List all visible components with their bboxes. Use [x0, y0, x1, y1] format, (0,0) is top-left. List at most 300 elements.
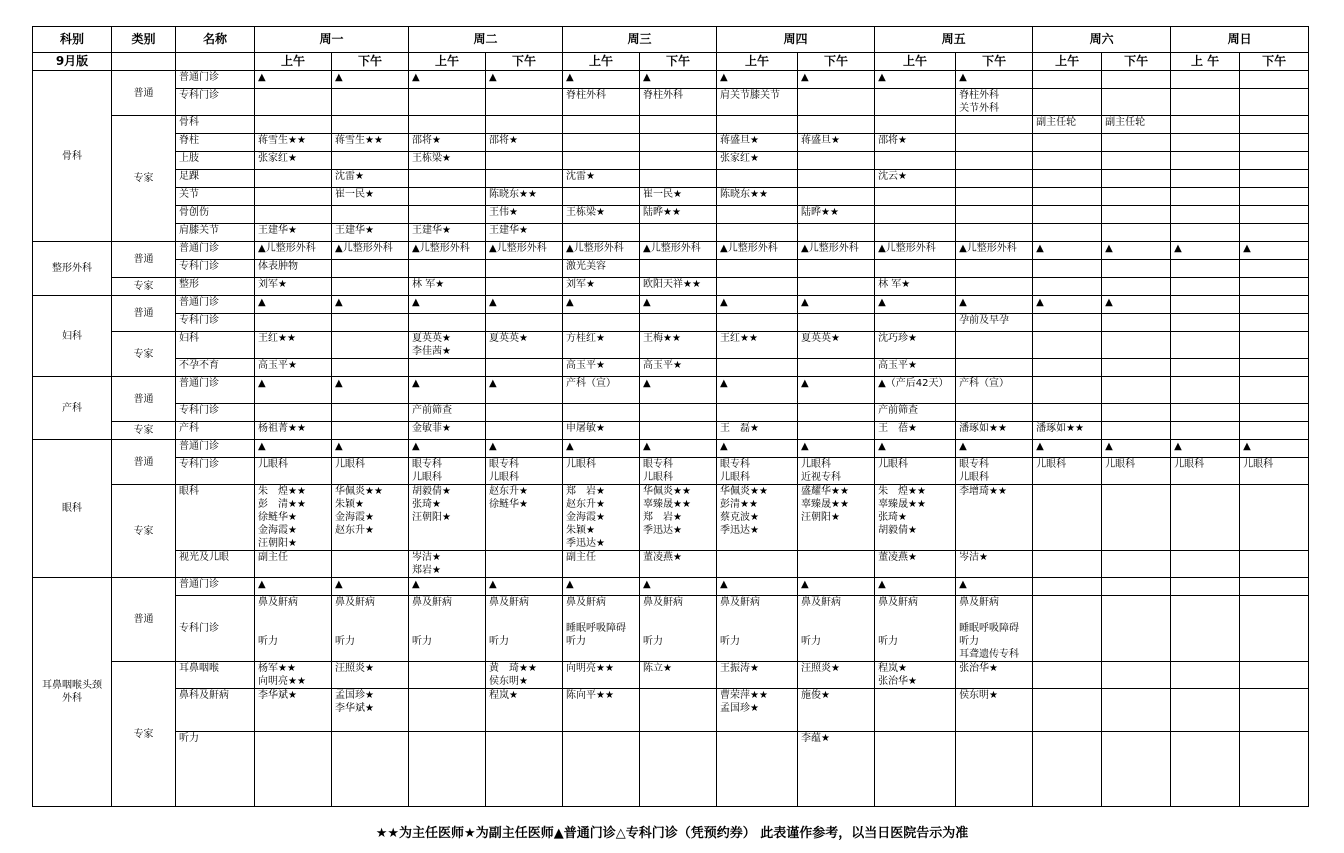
schedule-cell: 脊柱外科 [563, 89, 640, 116]
schedule-cell [798, 422, 875, 440]
schedule-cell [640, 404, 717, 422]
schedule-cell [1240, 296, 1309, 314]
schedule-cell [255, 206, 332, 224]
schedule-cell [332, 116, 409, 134]
schedule-cell: 儿眼科 [1102, 458, 1171, 485]
schedule-cell [717, 260, 798, 278]
schedule-cell [1240, 260, 1309, 278]
schedule-cell [255, 89, 332, 116]
schedule-cell [409, 662, 486, 689]
table-row [33, 224, 1309, 242]
schedule-cell: ▲ [409, 296, 486, 314]
schedule-cell [1102, 422, 1171, 440]
schedule-cell: 蒋盛旦★ [798, 134, 875, 152]
schedule-cell [798, 359, 875, 377]
category-cell: 普通 [112, 296, 176, 332]
schedule-cell [1240, 134, 1309, 152]
schedule-cell: ▲ [486, 377, 563, 404]
schedule-cell [1171, 578, 1240, 596]
clinic-name-cell: 骨创伤 [176, 206, 255, 224]
schedule-cell: ▲ [1102, 242, 1171, 260]
schedule-cell: 沈雷★ [332, 170, 409, 188]
schedule-cell [1171, 206, 1240, 224]
schedule-cell: ▲ [486, 296, 563, 314]
table-row [33, 377, 1309, 404]
schedule-cell [1171, 359, 1240, 377]
schedule-cell [956, 332, 1033, 359]
table-row [33, 689, 1309, 732]
schedule-cell [1102, 224, 1171, 242]
schedule-cell [486, 89, 563, 116]
schedule-cell: ▲ [255, 296, 332, 314]
schedule-cell: 刘军★ [255, 278, 332, 296]
schedule-cell: ▲ [798, 71, 875, 89]
schedule-cell: 杨军★★ 向明亮★★ [255, 662, 332, 689]
dept-cell: 耳鼻咽喉头颈 外科 [33, 578, 112, 807]
schedule-cell [956, 116, 1033, 134]
clinic-name-cell: 整形 [176, 278, 255, 296]
schedule-cell [332, 422, 409, 440]
schedule-cell [1033, 596, 1102, 662]
schedule-cell: 赵东升★ 徐鲢华★ [486, 485, 563, 551]
schedule-cell [640, 422, 717, 440]
clinic-name-cell: 专科门诊 [176, 89, 255, 116]
schedule-cell: 王建华★ [409, 224, 486, 242]
schedule-cell: 眼专科 儿眼科 [486, 458, 563, 485]
schedule-cell [640, 260, 717, 278]
schedule-cell: 杨祖菁★★ [255, 422, 332, 440]
schedule-cell: 儿眼科 [1240, 458, 1309, 485]
schedule-cell: ▲儿整形外科 [875, 242, 956, 260]
schedule-cell: ▲ [798, 296, 875, 314]
schedule-cell [1033, 551, 1102, 578]
table-row [33, 551, 1309, 578]
schedule-cell: ▲ [1171, 242, 1240, 260]
schedule-cell: 华佩炎★★ 朱颖★ 金海霞★ 赵东升★ [332, 485, 409, 551]
clinic-name-cell: 听力 [176, 732, 255, 807]
schedule-cell: 王 磊★ [717, 422, 798, 440]
schedule-cell: 产科（宣） [563, 377, 640, 404]
schedule-cell: ▲ [956, 440, 1033, 458]
header-period: 上午 [409, 53, 486, 71]
schedule-cell [1171, 224, 1240, 242]
schedule-cell [640, 224, 717, 242]
schedule-cell: 潘琢如★★ [1033, 422, 1102, 440]
schedule-cell [1171, 71, 1240, 89]
table-row [33, 242, 1309, 260]
schedule-cell: ▲ [717, 578, 798, 596]
schedule-cell [1171, 260, 1240, 278]
schedule-cell: 王梅★★ [640, 332, 717, 359]
table-row [33, 578, 1309, 596]
schedule-cell: ▲ [956, 578, 1033, 596]
schedule-cell: ▲儿整形外科 [486, 242, 563, 260]
schedule-cell [1102, 71, 1171, 89]
schedule-cell [1102, 314, 1171, 332]
header-period: 下午 [486, 53, 563, 71]
schedule-cell [332, 314, 409, 332]
schedule-cell [956, 170, 1033, 188]
schedule-cell [1033, 260, 1102, 278]
schedule-cell: 肩关节膝关节 [717, 89, 798, 116]
dept-cell: 眼科 [33, 440, 112, 578]
schedule-cell [956, 732, 1033, 807]
schedule-cell: 方桂红★ [563, 332, 640, 359]
schedule-cell [1102, 689, 1171, 732]
schedule-cell [1102, 377, 1171, 404]
schedule-cell [717, 278, 798, 296]
schedule-cell: 王伟★ [486, 206, 563, 224]
schedule-cell [798, 89, 875, 116]
schedule-cell [563, 314, 640, 332]
schedule-cell: 陆晔★★ [640, 206, 717, 224]
schedule-cell [486, 359, 563, 377]
header-period: 上午 [563, 53, 640, 71]
schedule-cell: 郑 岩★ 赵东升★ 金海霞★ 朱颖★ 季迅达★ [563, 485, 640, 551]
schedule-cell: 陆晔★★ [798, 206, 875, 224]
schedule-cell: 沈巧珍★ [875, 332, 956, 359]
schedule-cell: ▲ [1033, 242, 1102, 260]
schedule-cell [486, 551, 563, 578]
schedule-cell [1102, 260, 1171, 278]
schedule-cell [1033, 278, 1102, 296]
schedule-cell: 沈雷★ [563, 170, 640, 188]
schedule-cell: ▲（产后42天） [875, 377, 956, 404]
schedule-cell [717, 314, 798, 332]
table-row [33, 206, 1309, 224]
header-dept: 科别 [33, 27, 112, 53]
schedule-cell [1102, 485, 1171, 551]
schedule-cell [1171, 278, 1240, 296]
schedule-cell [486, 422, 563, 440]
schedule-cell: 刘军★ [563, 278, 640, 296]
schedule-cell: 岑洁★ 郑岩★ [409, 551, 486, 578]
schedule-cell: 董凌燕★ [875, 551, 956, 578]
schedule-cell: 邵将★ [486, 134, 563, 152]
schedule-cell: 鼻及鼾病 睡眠呼吸障碍 听力 [563, 596, 640, 662]
schedule-cell: ▲儿整形外科 [640, 242, 717, 260]
schedule-cell [1102, 359, 1171, 377]
schedule-cell [717, 359, 798, 377]
header-day: 周一 [255, 27, 409, 53]
schedule-cell [875, 152, 956, 170]
schedule-cell: 朱 煌★★ 彭 清★★ 徐鲢华★ 金海霞★ 汪朝阳★ [255, 485, 332, 551]
schedule-cell [1171, 551, 1240, 578]
schedule-cell: ▲ [409, 440, 486, 458]
category-cell: 专家 [112, 662, 176, 807]
schedule-cell: 眼专科 儿眼科 [956, 458, 1033, 485]
schedule-cell: 施俊★ [798, 689, 875, 732]
schedule-cell: 眼专科 儿眼科 [409, 458, 486, 485]
category-cell: 专家 [112, 278, 176, 296]
schedule-cell [486, 116, 563, 134]
schedule-cell [332, 332, 409, 359]
schedule-cell [1171, 662, 1240, 689]
schedule-cell [1171, 332, 1240, 359]
schedule-cell: ▲儿整形外科 [717, 242, 798, 260]
header-period: 下午 [798, 53, 875, 71]
table-row [33, 314, 1309, 332]
schedule-cell [1171, 404, 1240, 422]
schedule-cell [1171, 422, 1240, 440]
schedule-cell [1102, 551, 1171, 578]
clinic-name-cell: 视光及儿眼 [176, 551, 255, 578]
schedule-cell [640, 314, 717, 332]
schedule-cell [1240, 71, 1309, 89]
schedule-cell: 儿眼科 [1171, 458, 1240, 485]
schedule-cell [1240, 152, 1309, 170]
schedule-cell: ▲ [798, 578, 875, 596]
schedule-cell [332, 359, 409, 377]
schedule-cell [1171, 170, 1240, 188]
table-row [33, 404, 1309, 422]
clinic-name-cell: 产科 [176, 422, 255, 440]
schedule-cell [1171, 134, 1240, 152]
header-blank [112, 53, 176, 71]
schedule-cell: ▲ [332, 578, 409, 596]
dept-cell: 妇科 [33, 296, 112, 377]
category-cell: 普通 [112, 242, 176, 278]
schedule-cell: ▲ [1102, 296, 1171, 314]
header-period: 下午 [956, 53, 1033, 71]
schedule-cell [640, 689, 717, 732]
schedule-cell: 王红★★ [717, 332, 798, 359]
header-day: 周三 [563, 27, 717, 53]
schedule-cell: 王栋梁★ [409, 152, 486, 170]
table-row [33, 188, 1309, 206]
schedule-cell [409, 116, 486, 134]
schedule-cell [956, 134, 1033, 152]
table-row [33, 732, 1309, 807]
schedule-cell: ▲ [332, 377, 409, 404]
table-row [33, 260, 1309, 278]
schedule-cell [486, 314, 563, 332]
schedule-cell [956, 404, 1033, 422]
schedule-cell: 王建华★ [486, 224, 563, 242]
schedule-cell: 张治华★ [956, 662, 1033, 689]
schedule-cell [1240, 359, 1309, 377]
schedule-cell: 岑洁★ [956, 551, 1033, 578]
schedule-cell [875, 116, 956, 134]
table-row [33, 458, 1309, 485]
header-day: 周二 [409, 27, 563, 53]
clinic-name-cell: 普通门诊 [176, 440, 255, 458]
clinic-name-cell: 普通门诊 [176, 578, 255, 596]
schedule-cell [1033, 332, 1102, 359]
table-row [33, 422, 1309, 440]
schedule-cell: 夏英英★ [798, 332, 875, 359]
schedule-cell [332, 278, 409, 296]
schedule-cell [798, 551, 875, 578]
schedule-cell [875, 206, 956, 224]
schedule-cell [332, 551, 409, 578]
header-version: 9月版 [33, 53, 112, 71]
schedule-cell: 李蕴★ [798, 732, 875, 807]
schedule-cell: ▲儿整形外科 [563, 242, 640, 260]
schedule-cell: ▲儿整形外科 [332, 242, 409, 260]
schedule-cell [717, 116, 798, 134]
category-cell: 专家 [112, 485, 176, 578]
schedule-cell [1240, 188, 1309, 206]
schedule-cell: 汪照炎★ [332, 662, 409, 689]
category-cell: 专家 [112, 116, 176, 242]
schedule-cell: 儿眼科 [332, 458, 409, 485]
schedule-cell: ▲ [1240, 242, 1309, 260]
header-period: 下午 [332, 53, 409, 71]
schedule-cell: 王 蓓★ [875, 422, 956, 440]
schedule-cell [956, 224, 1033, 242]
table-row [33, 485, 1309, 551]
table-row [33, 278, 1309, 296]
schedule-cell [255, 188, 332, 206]
header-blank [176, 53, 255, 71]
schedule-cell [1240, 662, 1309, 689]
schedule-cell [1171, 296, 1240, 314]
schedule-cell: 欧阳天祥★★ [640, 278, 717, 296]
schedule-cell: ▲ [563, 440, 640, 458]
table-row [33, 596, 1309, 662]
schedule-cell: 张家红★ [255, 152, 332, 170]
schedule-cell: 孕前及早孕 [956, 314, 1033, 332]
schedule-cell [409, 206, 486, 224]
schedule-cell [563, 188, 640, 206]
schedule-cell: 产前筛查 [409, 404, 486, 422]
table-row [33, 359, 1309, 377]
schedule-cell: 朱 煌★★ 辜臻晟★★ 张琦★ 胡毅倩★ [875, 485, 956, 551]
schedule-cell [1033, 377, 1102, 404]
schedule-cell [1033, 188, 1102, 206]
schedule-cell [1033, 206, 1102, 224]
schedule-cell: 曹荣萍★★ 孟国珍★ [717, 689, 798, 732]
schedule-cell: ▲儿整形外科 [956, 242, 1033, 260]
schedule-cell: ▲ [717, 71, 798, 89]
schedule-cell [332, 206, 409, 224]
schedule-cell: ▲ [486, 440, 563, 458]
schedule-cell: ▲ [640, 578, 717, 596]
schedule-cell: 陈晓东★★ [717, 188, 798, 206]
schedule-cell: 邵将★ [409, 134, 486, 152]
schedule-cell: 产科（宣） [956, 377, 1033, 404]
schedule-cell [1240, 170, 1309, 188]
schedule-cell: 鼻及鼾病 听力 [875, 596, 956, 662]
header-day: 周六 [1033, 27, 1171, 53]
schedule-cell [717, 551, 798, 578]
clinic-name-cell: 耳鼻咽喉 [176, 662, 255, 689]
schedule-cell: ▲ [563, 578, 640, 596]
header-day: 周五 [875, 27, 1033, 53]
schedule-cell [1240, 732, 1309, 807]
schedule-cell [409, 260, 486, 278]
clinic-name-cell: 脊柱 [176, 134, 255, 152]
schedule-cell [1171, 152, 1240, 170]
schedule-cell [409, 89, 486, 116]
schedule-cell [332, 732, 409, 807]
schedule-cell [1171, 689, 1240, 732]
table-row [33, 134, 1309, 152]
schedule-cell: ▲ [798, 377, 875, 404]
clinic-name-cell: 妇科 [176, 332, 255, 359]
schedule-cell [563, 224, 640, 242]
header-day: 周日 [1171, 27, 1309, 53]
schedule-cell [717, 224, 798, 242]
header-period: 下午 [1240, 53, 1309, 71]
schedule-cell [486, 278, 563, 296]
schedule-cell: 侯东明★ [956, 689, 1033, 732]
schedule-cell: 金敏菲★ [409, 422, 486, 440]
schedule-cell: 产前筛查 [875, 404, 956, 422]
schedule-cell [1102, 206, 1171, 224]
clinic-name-cell: 肩膝关节 [176, 224, 255, 242]
schedule-cell [640, 152, 717, 170]
schedule-cell [1171, 596, 1240, 662]
schedule-cell [486, 404, 563, 422]
schedule-cell: 鼻及鼾病 睡眠呼吸障碍 听力 耳聋遗传专科 [956, 596, 1033, 662]
schedule-cell [798, 260, 875, 278]
schedule-cell: 鼻及鼾病 听力 [798, 596, 875, 662]
schedule-cell [1033, 89, 1102, 116]
schedule-cell: 华佩炎★★ 辜臻晟★★ 郑 岩★ 季迅达★ [640, 485, 717, 551]
schedule-cell: 汪照炎★ [798, 662, 875, 689]
schedule-cell: 眼专科 儿眼科 [717, 458, 798, 485]
schedule-cell [1240, 689, 1309, 732]
table-row [33, 296, 1309, 314]
schedule-cell [798, 278, 875, 296]
schedule-cell: 体表肿物 [255, 260, 332, 278]
schedule-cell: ▲ [1033, 296, 1102, 314]
schedule-cell [875, 188, 956, 206]
schedule-cell [255, 732, 332, 807]
schedule-cell [332, 260, 409, 278]
dept-cell: 产科 [33, 377, 112, 440]
table-row [33, 662, 1309, 689]
clinic-name-cell: 骨科 [176, 116, 255, 134]
header-period: 下午 [640, 53, 717, 71]
clinic-name-cell: 专科门诊 [176, 404, 255, 422]
schedule-cell: 程岚★ [486, 689, 563, 732]
schedule-cell [1171, 732, 1240, 807]
clinic-name-cell: 专科门诊 [176, 458, 255, 485]
schedule-cell [956, 152, 1033, 170]
schedule-cell: ▲ [332, 440, 409, 458]
table-row [33, 152, 1309, 170]
schedule-cell: 王红★★ [255, 332, 332, 359]
schedule-cell: 陈晓东★★ [486, 188, 563, 206]
schedule-cell: 董凌燕★ [640, 551, 717, 578]
schedule-cell: 鼻及鼾病 听力 [486, 596, 563, 662]
schedule-cell: 盛耀华★★ 辜臻晟★★ 汪朝阳★ [798, 485, 875, 551]
schedule-cell: 脊柱外科 [640, 89, 717, 116]
schedule-cell: 激光美容 [563, 260, 640, 278]
schedule-cell [1033, 732, 1102, 807]
schedule-cell [1240, 206, 1309, 224]
table-row [33, 170, 1309, 188]
schedule-cell [255, 404, 332, 422]
schedule-cell: 夏英英★ 李佳茜★ [409, 332, 486, 359]
outpatient-schedule-table [32, 26, 1309, 807]
schedule-cell: 儿眼科 [1033, 458, 1102, 485]
table-row [33, 71, 1309, 89]
category-cell: 专家 [112, 332, 176, 377]
schedule-cell: 蒋雪生★★ [332, 134, 409, 152]
schedule-cell [1240, 116, 1309, 134]
header-period: 上午 [717, 53, 798, 71]
schedule-cell: 高玉平★ [875, 359, 956, 377]
table-row [33, 27, 1309, 53]
schedule-cell: 副主任 [563, 551, 640, 578]
category-cell: 普通 [112, 377, 176, 422]
schedule-cell [1033, 404, 1102, 422]
schedule-cell: 王建华★ [332, 224, 409, 242]
